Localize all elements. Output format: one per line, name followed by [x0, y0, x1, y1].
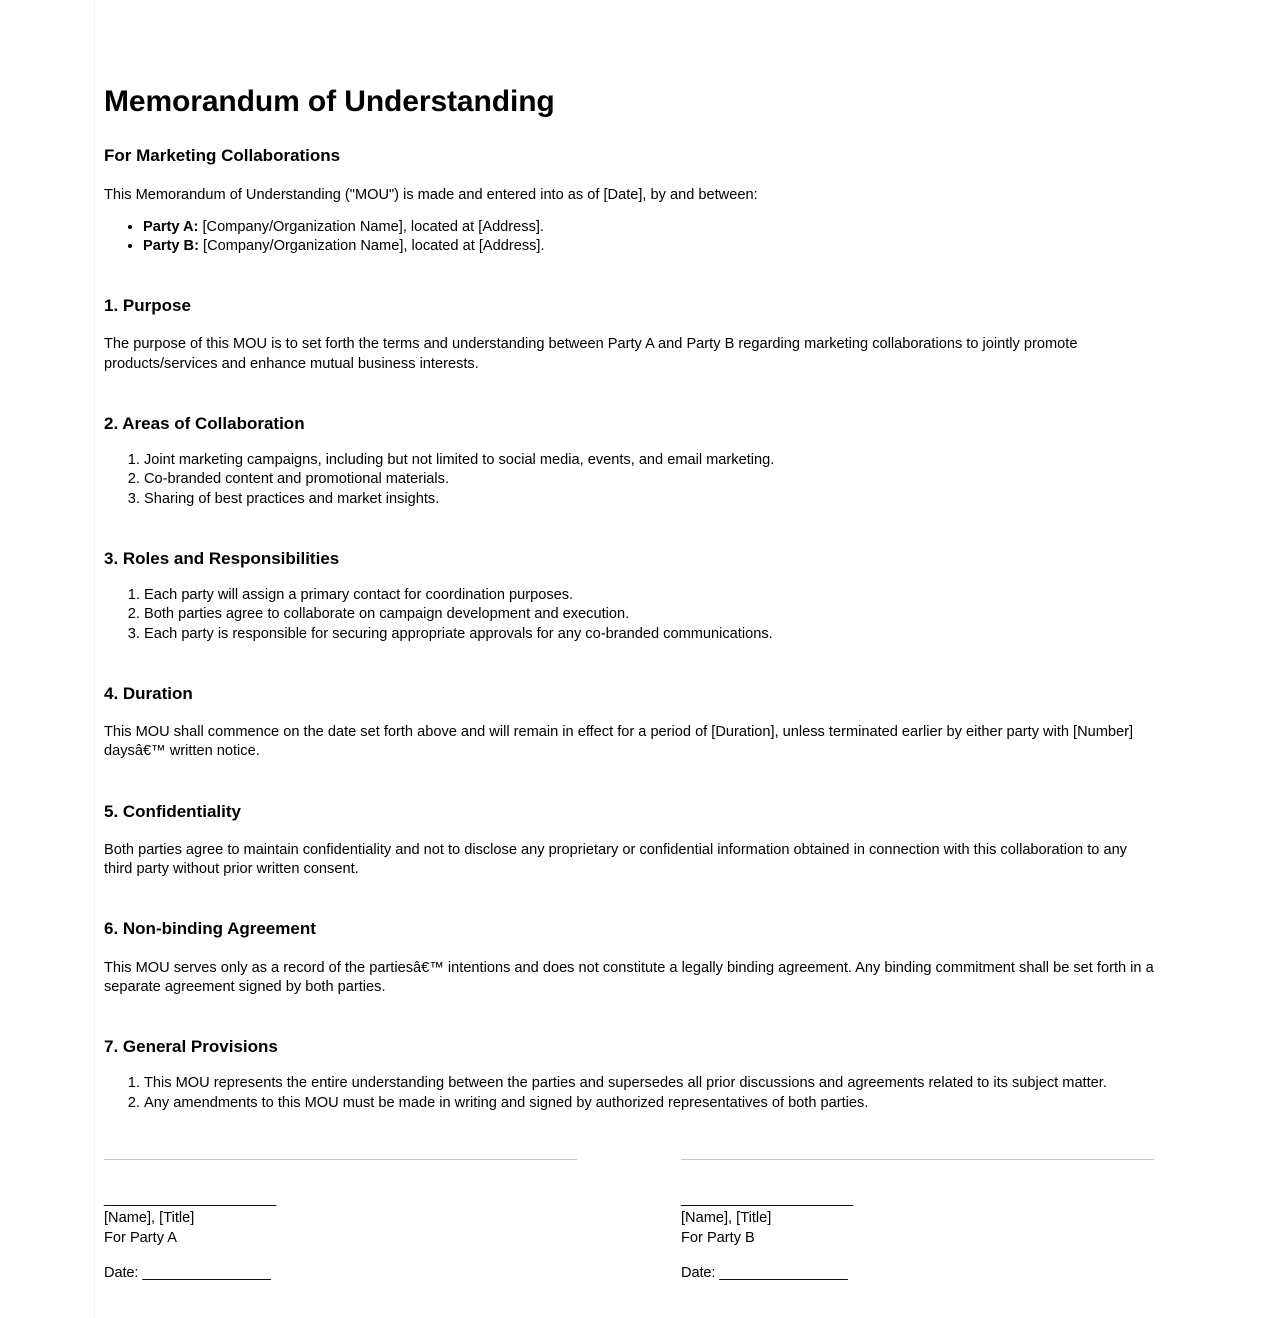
section-list-areas-of-collaboration — [104, 451, 1154, 509]
section-heading-general-provisions: 7. General Provisions — [104, 1037, 278, 1056]
section-heading-areas-of-collaboration: 2. Areas of Collaboration — [104, 413, 305, 433]
list-item — [143, 218, 1154, 237]
signature-party-label: For Party B — [681, 1229, 755, 1246]
signature-line[interactable]: ______________________ — [681, 1190, 853, 1207]
list-item: 3. Sharing of best practices and market insights. — [144, 490, 1154, 509]
party-text: [Company/Organization Name], located at [Address]. — [198, 237, 545, 254]
section-body-confidentiality: Both parties agree to maintain confidentiality and not to disclose any proprietary or confidential information obtained in connection with this collaboration to any third party without prior written consent. — [104, 841, 1127, 877]
section-heading-purpose: 1. Purpose — [104, 296, 191, 315]
intro-paragraph: This Memorandum of Understanding ("MOU") is made and entered into as of [Date], by and between: — [104, 187, 758, 204]
list-item: 3. Each party is responsible for securing appropriate approvals for any co-branded communications. — [144, 625, 1154, 644]
list-item: 1. This MOU represents the entire understanding between the parties and supersedes all prior discussions and agreements related to its subject matter. — [144, 1074, 1154, 1093]
page-title: Memorandum of Understanding — [104, 85, 555, 118]
document-body — [104, 0, 1154, 1283]
list-item: 2. Any amendments to this MOU must be made in writing and signed by authorized representatives of both parties. — [144, 1094, 1154, 1113]
section-heading-duration: 4. Duration — [104, 683, 193, 703]
party-list — [104, 218, 1154, 257]
party-text: [Company/Organization Name], located at [Address]. — [198, 218, 544, 235]
page-gutter-rule — [94, 0, 95, 1318]
signature-divider — [104, 1159, 577, 1160]
list-item: 2. Both parties agree to collaborate on campaign development and execution. — [144, 605, 1154, 624]
party-label: Party A: — [143, 218, 199, 235]
signature-date-field[interactable]: Date: ________________ — [104, 1264, 271, 1281]
party-label: Party B: — [143, 237, 199, 254]
signature-date-field[interactable]: Date: ________________ — [681, 1264, 848, 1281]
signature-divider — [681, 1159, 1154, 1160]
section-list-roles-and-responsibilities — [104, 586, 1154, 644]
signature-area — [104, 1159, 1154, 1283]
list-item: 1. Each party will assign a primary contact for coordination purposes. — [144, 586, 1154, 605]
list-item: 2. Co-branded content and promotional materials. — [144, 470, 1154, 489]
section-heading-non-binding-agreement: 6. Non-binding Agreement — [104, 919, 316, 939]
section-body-duration: This MOU shall commence on the date set forth above and will remain in effect for a period of [Duration], unless terminated earlier by either party with [Number] daysâ€™ written notice. — [104, 724, 1134, 760]
section-heading-roles-and-responsibilities: 3. Roles and Responsibilities — [104, 548, 340, 568]
section-body-purpose: The purpose of this MOU is to set forth the terms and understanding between Party A and Party B regarding marketing collaborations to jointly promote products/services and enhance mutual business interests. — [104, 336, 1078, 372]
signature-name-title: [Name], [Title] — [681, 1210, 772, 1227]
signature-line[interactable]: ______________________ — [104, 1190, 276, 1207]
signature-block-party-a — [104, 1159, 577, 1283]
document-subtitle: For Marketing Collaborations — [104, 146, 341, 165]
signature-party-label: For Party A — [104, 1229, 177, 1246]
list-item: 1. Joint marketing campaigns, including but not limited to social media, events, and email marketing. — [144, 451, 1154, 470]
signature-name-title: [Name], [Title] — [104, 1210, 195, 1227]
section-body-non-binding-agreement: This MOU serves only as a record of the partiesâ€™ intentions and does not constitute a legally binding agreement. Any binding commitment shall be set forth in a separate agreement signed by both parties. — [104, 959, 1154, 995]
section-list-general-provisions — [104, 1074, 1154, 1113]
signature-block-party-b — [681, 1159, 1154, 1283]
section-heading-confidentiality: 5. Confidentiality — [104, 801, 241, 821]
list-item — [143, 237, 1154, 256]
